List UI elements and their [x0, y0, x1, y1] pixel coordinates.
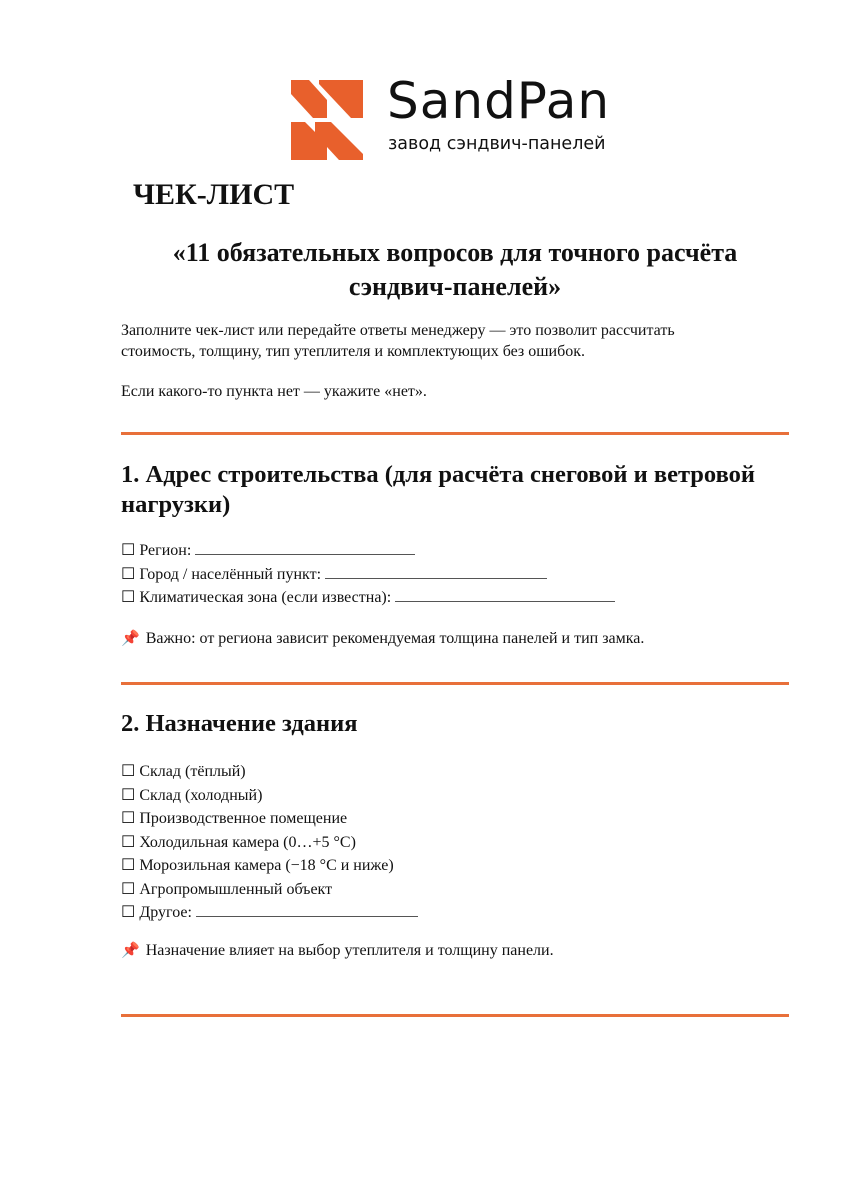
list-item[interactable] — [121, 539, 615, 563]
note-text: Назначение влияет на выбор утеплителя и толщину панели. — [145, 942, 554, 959]
list-item[interactable]: ☐ Агропромышленный объект — [121, 880, 333, 898]
section-2-list — [121, 760, 418, 925]
intro-line: Заполните чек-лист или передайте ответы менеджеру — это позволит рассчитать — [121, 322, 675, 339]
doc-title: ЧЕК-ЛИСТ — [133, 178, 295, 211]
item-label: ☐ Город / населённый пункт: — [121, 565, 322, 583]
subtitle-line: «11 обязательных вопросов для точного расчёта — [172, 238, 738, 267]
divider — [121, 682, 789, 685]
divider — [121, 432, 789, 435]
section-2-note — [121, 940, 554, 961]
logo-mark-icon — [291, 80, 363, 160]
logo-brand: SandPan — [387, 72, 611, 130]
section-1-note — [121, 628, 644, 649]
list-item[interactable]: ☐ Производственное помещение — [121, 810, 348, 827]
blank-field[interactable] — [196, 902, 418, 917]
list-item[interactable]: ☐ Склад (холодный) — [121, 786, 263, 804]
sandpan-logo — [291, 72, 631, 160]
intro-line: стоимость, толщину, тип утеплителя и комплектующих без ошибок. — [121, 343, 586, 360]
list-item[interactable]: ☐ Морозильная камера (−18 °C и ниже) — [121, 857, 394, 874]
list-item[interactable]: ☐ Холодильная камера (0…+5 °C) — [121, 833, 356, 851]
section-2-heading: 2. Назначение здания — [121, 710, 358, 737]
item-label: ☐ Другое: — [121, 904, 192, 921]
section-1-list — [121, 539, 615, 610]
list-item[interactable] — [121, 586, 615, 610]
section-1-heading: 1. Адрес строительства (для расчёта снеговой и ветровой нагрузки) — [121, 461, 755, 518]
divider — [121, 1014, 789, 1017]
intro-text — [121, 320, 675, 362]
pushpin-icon: 📌 — [121, 629, 140, 647]
note-text: Важно: от региона зависит рекомендуемая толщина панелей и тип замка. — [145, 630, 645, 647]
list-item[interactable]: ☐ Склад (тёплый) — [121, 763, 246, 780]
list-item[interactable] — [121, 901, 418, 925]
subtitle-line: сэндвич-панелей» — [348, 272, 562, 301]
blank-field[interactable] — [395, 587, 615, 602]
logo-tagline: завод сэндвич-панелей — [388, 134, 606, 154]
intro-note: Если какого-то пункта нет — укажите «нет». — [121, 383, 427, 400]
item-label: ☐ Регион: — [121, 542, 192, 559]
item-label: ☐ Климатическая зона (если известна): — [121, 589, 392, 606]
pushpin-icon: 📌 — [121, 941, 140, 959]
doc-subtitle — [100, 236, 810, 304]
list-item[interactable] — [121, 563, 615, 587]
blank-field[interactable] — [325, 564, 547, 579]
blank-field[interactable] — [195, 540, 415, 555]
